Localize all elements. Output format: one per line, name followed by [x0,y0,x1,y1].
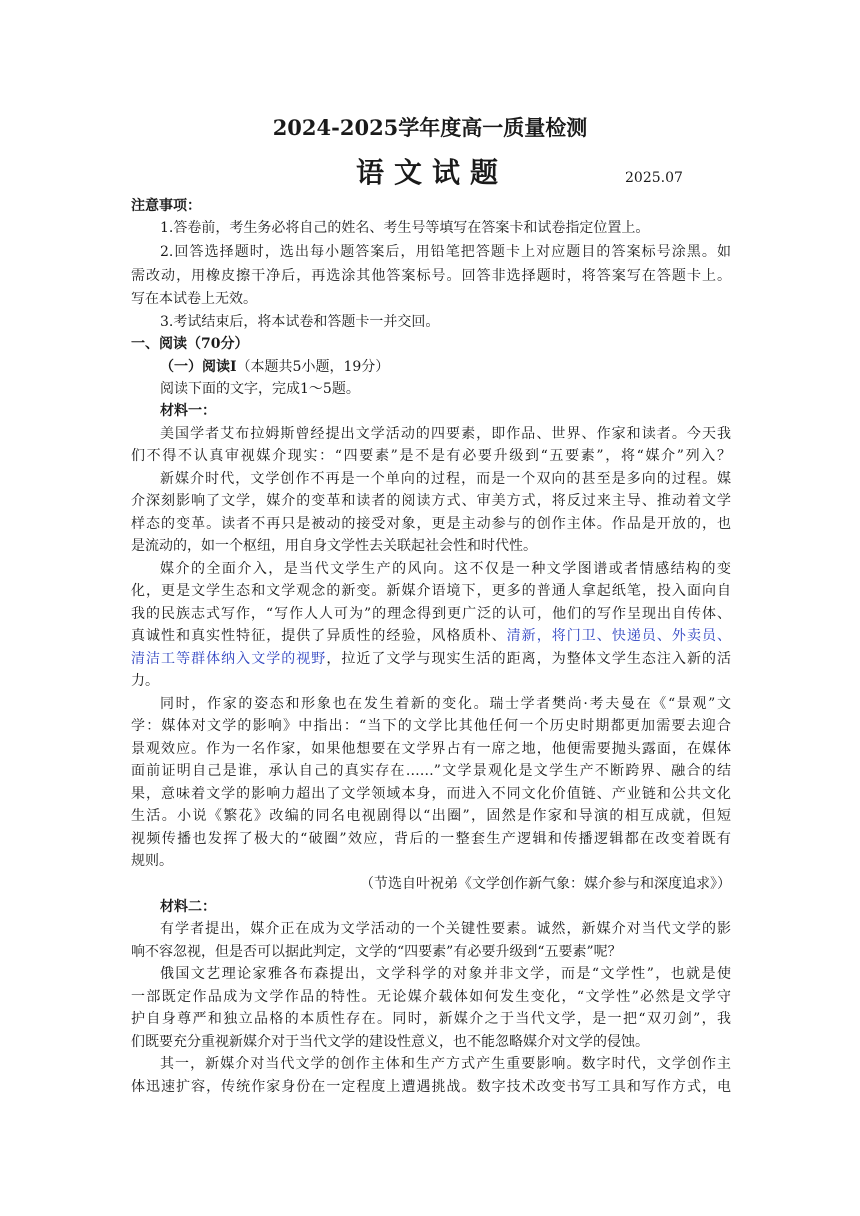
paragraph-line: 们不得不认真审视媒介现实：“四要素”是不是有必要升级到“五要素”，将“媒介”列入？ [131,448,731,464]
highlighted-text: 清洁工等群体纳入文学的视野 [131,651,327,667]
paragraph-line: 规则。 [131,853,173,869]
paragraph-line: 力。 [131,673,159,689]
exam-title: 2024-2025学年度高一质量检测 [272,115,588,140]
text-segment: ，拉近了文学与现实生活的距离，为整体文学生态注入新的活 [326,651,732,667]
paragraph-line: 样态的变革。读者不再只是被动的接受对象，更是主动参与的创作主体。作品是开放的，也 [131,516,731,532]
paragraph-line: 视频传播也发挥了极大的“破圈”效应，背后的一整套生产逻辑和传播逻辑都在改变着既有 [131,831,731,847]
paragraph-line: 新媒介时代，文学创作不再是一个单向的过程，而是一个双向的甚至是多向的过程。媒 [160,471,731,487]
paragraph-line: 体迅速扩容，传统作家身份在一定程度上遭遇挑战。数字技术改变书写工具和写作方式，电 [131,1079,731,1095]
paragraph-line: 果，意味着文学的影响力超出了文学领域本身，而进入不同文化价值链、产业链和公共文化 [131,786,731,802]
subsection-note: （本题共5小题，19分） [236,359,390,375]
subject-title: 语文试题 [356,156,509,189]
subsection-label: （一）阅读Ⅰ [160,359,237,375]
section-heading: 一、阅读（70分） [131,336,249,352]
highlighted-text: 清新，将门卫、快递员、外卖员、 [506,628,731,644]
paragraph-line: 美国学者艾布拉姆斯曾经提出文学活动的四要素，即作品、世界、作家和读者。今天我 [160,426,731,442]
paragraph-line: 护自身尊严和独立品格的本质性存在。同时，新媒介之于当代文学，是一把“双刃剑”，我 [131,1011,731,1027]
paragraph-line: 其一，新媒介对当代文学的创作主体和生产方式产生重要影响。数字时代，文学创作主 [160,1056,731,1072]
reading-instruction: 阅读下面的文字，完成1～5题。 [160,381,360,397]
material1-label: 材料一： [160,403,216,419]
paragraph-line: 们既要充分重视新媒介对于当代文学的建设性意义，也不能忽略媒介对文学的侵蚀。 [131,1034,649,1050]
paragraph-line: 同时，作家的姿态和形象也在发生着新的变化。瑞士学者樊尚·考夫曼在《“景观”文 [160,696,731,712]
exam-date: 2025.07 [625,170,683,186]
material1-source: （节选自叶祝弟《文学创作新气象：媒介参与和深度追求》） [360,876,731,892]
paragraph-line: 媒介的全面介入，是当代文学生产的风向。这不仅是一种文学图谱或者情感结构的变 [160,561,731,577]
paragraph-line: 有学者提出，媒介正在成为文学活动的一个关键性要素。诚然，新媒介对当代文学的影 [160,921,731,937]
paragraph-line: 景观效应。作为一名作家，如果他想要在文学界占有一席之地，他便需要抛头露面，在媒体 [131,741,731,757]
paragraph-line: 化，更是文学生态和文学观念的新变。新媒介语境下，更多的普通人拿起纸笔，投入面向自 [131,583,731,599]
notice-line: 2.回答选择题时，选出每小题答案后，用铅笔把答题卡上对应题目的答案标号涂黑。如 [160,244,731,260]
paragraph-line: 一部既定作品成为文学作品的特性。无论媒介载体如何发生变化，“文学性”必然是文学守 [131,989,731,1005]
paragraph-line: 面前证明自己是谁，承认自己的真实存在……”文学景观化是文学生产不断跨界、融合的结 [131,763,731,779]
text-segment: 真诚性和真实性特征，提供了异质性的经验，风格质朴、 [131,628,507,644]
paragraph-line: 学：媒体对文学的影响》中指出：“当下的文学比其他任何一个历史时期都更加需要去迎合 [131,718,731,734]
notice-line: 1.答卷前，考生务必将自己的姓名、考生号等填写在答案卡和试卷指定位置上。 [160,220,650,236]
paragraph-line: 俄国文艺理论家雅各布森提出，文学科学的对象并非文学，而是“文学性”，也就是使 [160,966,731,982]
material2-label: 材料二： [160,899,216,915]
subsection-heading [160,357,731,377]
notice-line: 3.考试结束后，将本试卷和答题卡一并交回。 [160,314,440,330]
paragraph-line [131,626,731,646]
paragraph-line: 介深刻影响了文学，媒介的变革和读者的阅读方式、审美方式，将反过来主导、推动着文学 [131,493,731,509]
notice-heading: 注意事项： [131,198,201,214]
notice-line: 需改动，用橡皮擦干净后，再选涂其他答案标号。回答非选择题时，将答案写在答题卡上。 [131,268,731,284]
notice-line: 写在本试卷上无效。 [131,291,257,307]
paragraph-line: 我的民族志式写作，“写作人人可为”的理念得到更广泛的认可，他们的写作呈现出自传体、 [131,606,731,622]
paragraph-line: 生活。小说《繁花》改编的同名电视剧得以“出圈”，固然是作家和导演的相互成就，但短 [131,808,731,824]
paragraph-line: 是流动的，如一个枢纽，用自身文学性去关联起社会性和时代性。 [131,538,537,554]
paragraph-line [131,649,731,669]
paragraph-line: 响不容忽视，但是否可以据此判定，文学的“四要素”有必要升级到“五要素”呢？ [131,944,622,960]
